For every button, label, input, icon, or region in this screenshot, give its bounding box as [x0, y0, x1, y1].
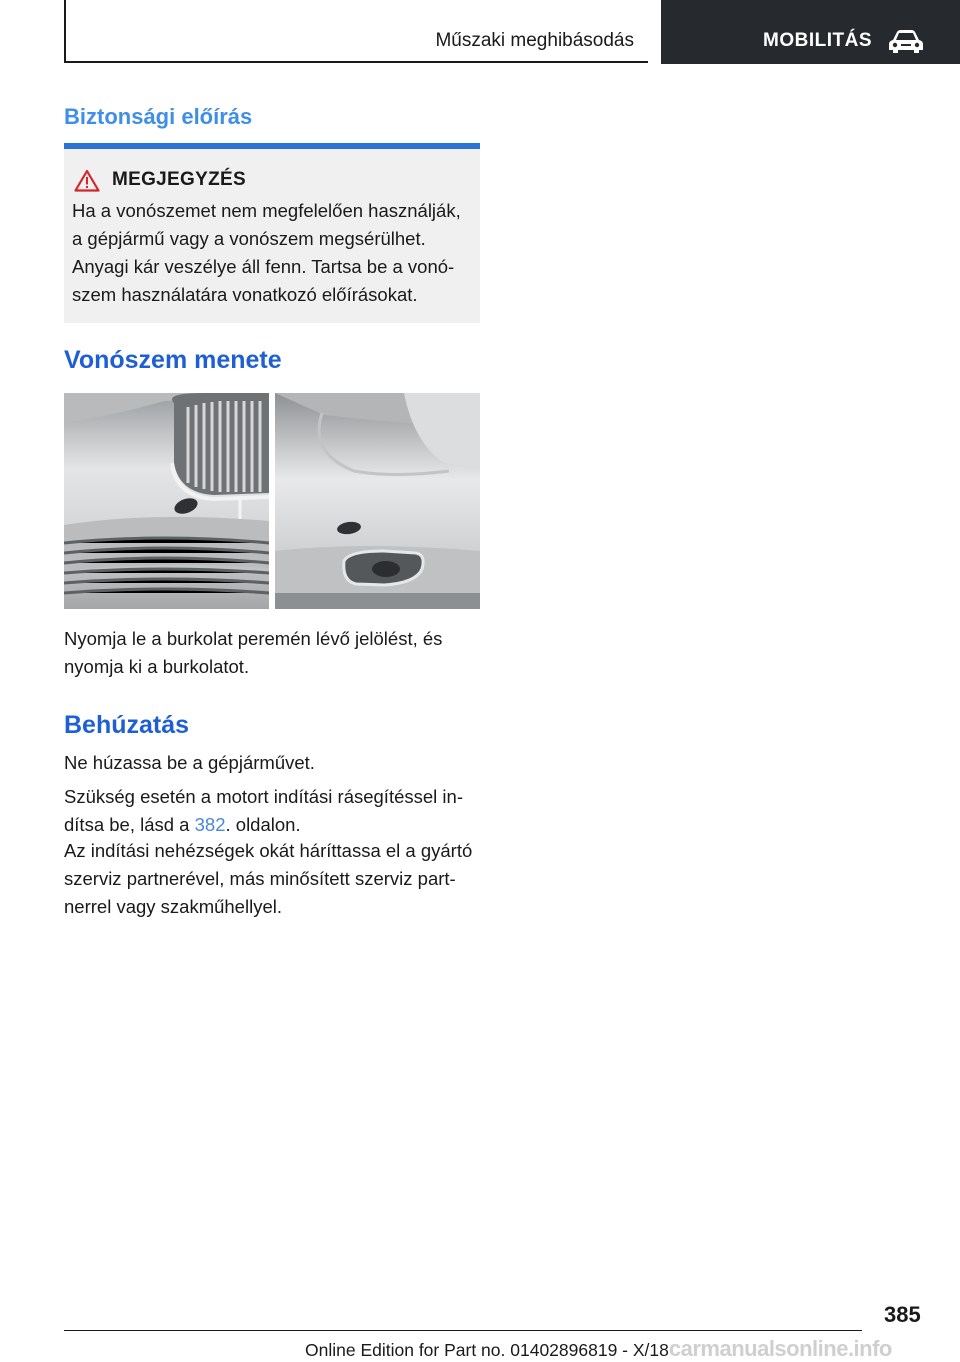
header-chapter-tab: [661, 0, 960, 64]
towing-heading: Behúzatás: [64, 711, 190, 739]
paragraph-text: dítsa be, lásd a: [64, 814, 195, 835]
paragraph-line: szerviz partnerével, más minősített szerviz part-: [64, 868, 456, 889]
watermark: carmanualsonline.info: [668, 1336, 892, 1361]
towing-paragraph-1: Ne húzassa be a gépjárművet.: [64, 752, 315, 773]
tow-eye-heading: Vonószem menete: [64, 346, 282, 374]
warning-note: [64, 149, 480, 323]
note-text: [72, 197, 472, 309]
header-chapter-title: MOBILITÁS: [763, 30, 872, 51]
page-reference-link[interactable]: 382: [194, 814, 226, 835]
car-icon: [887, 28, 925, 54]
safety-heading: Biztonsági előírás: [64, 104, 253, 129]
page-number: 385: [884, 1302, 921, 1327]
note-line: a gépjármű vagy a vonószem megsérülhet.: [72, 228, 426, 249]
warning-triangle-icon: [74, 169, 100, 192]
footer-divider: [64, 1330, 862, 1331]
towing-paragraph-2: [64, 783, 480, 839]
tow-eye-caption: [64, 625, 480, 681]
paragraph-text: . oldalon.: [225, 814, 301, 835]
edition-text: Online Edition for Part no. 01402896819 - X/18: [305, 1340, 669, 1360]
paragraph-line: Szükség esetén a motort indítási rásegítéssel in-: [64, 786, 463, 807]
note-line: szem használatára vonatkozó előírásokat.: [72, 284, 418, 305]
paragraph-line: [64, 811, 480, 839]
note-line: Anyagi kár veszélye áll fenn. Tartsa be a vonó-: [72, 256, 455, 277]
towing-paragraph-3: [64, 837, 480, 921]
header-section-title: Műszaki meghibásodás: [435, 30, 634, 51]
bumper-cover-illustration: [64, 393, 480, 609]
note-title: MEGJEGYZÉS: [112, 169, 246, 190]
paragraph-line: nerrel vagy szakműhellyel.: [64, 896, 282, 917]
header-section-bar: [64, 0, 648, 63]
paragraph-line: Az indítási nehézségek okát háríttassa el a gyártó: [64, 840, 473, 861]
footer-edition: [305, 1336, 892, 1362]
note-line: Ha a vonószemet nem megfelelően használják,: [72, 200, 461, 221]
caption-line: nyomja ki a burkolatot.: [64, 656, 250, 677]
caption-line: Nyomja le a burkolat peremén lévő jelölést, és: [64, 628, 443, 649]
